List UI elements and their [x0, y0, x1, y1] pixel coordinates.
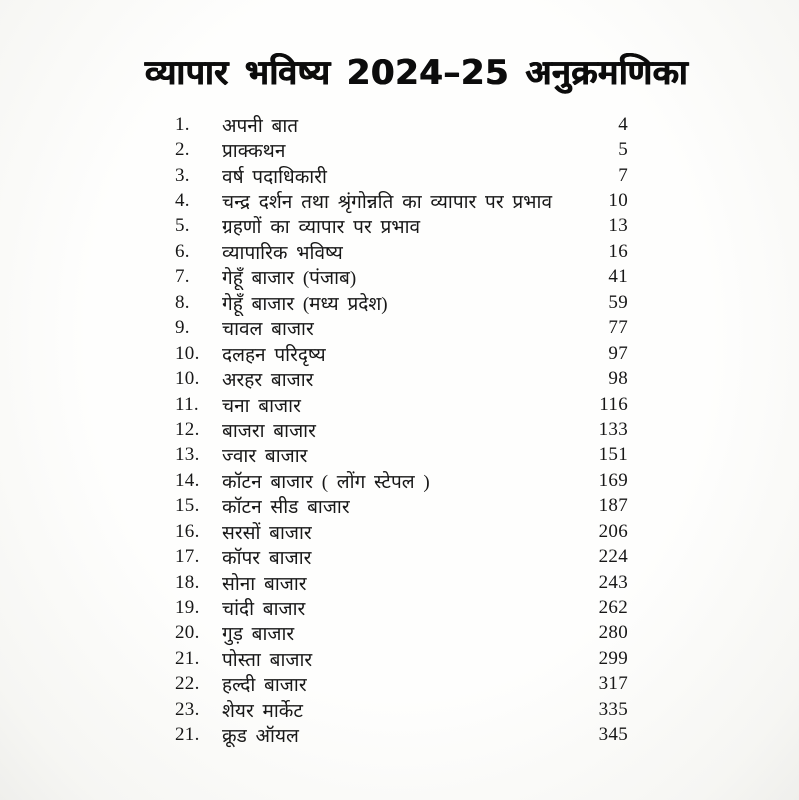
toc-entry-title: चांदी बाजार [222, 599, 306, 621]
toc-entry-title: व्यापारिक भविष्य [222, 242, 343, 264]
toc-entry-title: कॉटन सीड बाजार [222, 497, 350, 519]
toc-list [175, 112, 628, 748]
toc-row [175, 595, 628, 620]
toc-entry-number: 2. [175, 139, 190, 161]
toc-entry-page: 206 [598, 520, 628, 542]
toc-row [175, 468, 628, 493]
toc-entry-title: वर्ष पदाधिकारी [222, 166, 327, 188]
toc-entry-page: 98 [608, 368, 628, 390]
toc-row [175, 316, 628, 341]
toc-entry-title: गेहूँ बाजार (मध्य प्रदेश) [222, 293, 388, 315]
toc-entry-page: 262 [598, 597, 628, 619]
toc-entry-number: 20. [175, 622, 200, 644]
toc-entry-number: 10. [175, 342, 200, 364]
toc-entry-title: कॉपर बाजार [222, 548, 312, 570]
toc-entry-page: 7 [618, 164, 628, 186]
toc-entry-page: 4 [618, 113, 628, 135]
toc-entry-title: चना बाजार [222, 395, 301, 417]
toc-row [175, 544, 628, 569]
toc-row [175, 214, 628, 239]
toc-entry-number: 16. [175, 520, 200, 542]
toc-entry-page: 77 [608, 317, 628, 339]
toc-entry-number: 17. [175, 546, 200, 568]
toc-entry-page: 280 [598, 622, 628, 644]
toc-entry-number: 3. [175, 164, 190, 186]
toc-entry-title: सरसों बाजार [222, 522, 312, 544]
toc-entry-page: 116 [599, 393, 628, 415]
toc-entry-title: चन्द्र दर्शन तथा श्रृंगोन्नति का व्यापार पर प्रभाव [222, 192, 553, 214]
toc-row [175, 112, 628, 137]
toc-entry-title: हल्दी बाजार [222, 675, 307, 697]
toc-row [175, 697, 628, 722]
toc-entry-title: गुड़ बाजार [222, 624, 295, 646]
toc-entry-number: 6. [175, 240, 190, 262]
toc-entry-number: 5. [175, 215, 190, 237]
toc-row [175, 570, 628, 595]
toc-entry-page: 41 [608, 266, 628, 288]
toc-entry-number: 14. [175, 469, 200, 491]
toc-entry-number: 21. [175, 724, 200, 746]
toc-row [175, 341, 628, 366]
toc-entry-number: 13. [175, 444, 200, 466]
toc-entry-page: 224 [598, 546, 628, 568]
toc-row [175, 239, 628, 264]
toc-entry-page: 97 [608, 342, 628, 364]
toc-row [175, 646, 628, 671]
toc-row [175, 188, 628, 213]
toc-entry-number: 4. [175, 190, 190, 212]
toc-entry-title: पोस्ता बाजार [222, 649, 313, 671]
toc-entry-title: ज्वार बाजार [222, 446, 308, 468]
toc-entry-page: 169 [598, 469, 628, 491]
toc-entry-title: क्रूड ऑयल [222, 726, 299, 748]
toc-entry-title: चावल बाजार [222, 319, 314, 341]
toc-entry-page: 59 [608, 291, 628, 313]
toc-entry-page: 5 [618, 139, 628, 161]
toc-entry-page: 151 [598, 444, 628, 466]
toc-entry-title: ग्रहणों का व्यापार पर प्रभाव [222, 217, 421, 239]
toc-entry-page: 299 [598, 647, 628, 669]
toc-row [175, 137, 628, 162]
toc-entry-number: 15. [175, 495, 200, 517]
toc-entry-title: शेयर मार्केट [222, 700, 303, 722]
toc-entry-number: 23. [175, 698, 200, 720]
toc-row [175, 672, 628, 697]
toc-row [175, 366, 628, 391]
toc-entry-number: 1. [175, 113, 190, 135]
toc-entry-page: 10 [608, 190, 628, 212]
toc-entry-title: गेहूँ बाजार (पंजाब) [222, 268, 357, 290]
toc-entry-title: प्राक्कथन [222, 141, 286, 163]
toc-entry-page: 13 [608, 215, 628, 237]
toc-entry-number: 9. [175, 317, 190, 339]
toc-row [175, 723, 628, 748]
toc-row [175, 494, 628, 519]
toc-entry-title: अरहर बाजार [222, 370, 314, 392]
toc-entry-page: 16 [608, 240, 628, 262]
toc-entry-number: 19. [175, 597, 200, 619]
toc-row [175, 443, 628, 468]
toc-entry-number: 7. [175, 266, 190, 288]
toc-entry-number: 12. [175, 418, 200, 440]
toc-entry-number: 10. [175, 368, 200, 390]
toc-entry-title: बाजरा बाजार [222, 420, 316, 442]
toc-entry-number: 11. [175, 393, 199, 415]
toc-entry-title: अपनी बात [222, 115, 299, 137]
toc-entry-number: 18. [175, 571, 200, 593]
toc-entry-number: 8. [175, 291, 190, 313]
toc-entry-number: 21. [175, 647, 200, 669]
toc-entry-page: 345 [598, 724, 628, 746]
toc-entry-page: 317 [598, 673, 628, 695]
toc-row [175, 163, 628, 188]
toc-row [175, 519, 628, 544]
toc-entry-page: 243 [598, 571, 628, 593]
toc-row [175, 417, 628, 442]
toc-row [175, 265, 628, 290]
toc-entry-page: 187 [598, 495, 628, 517]
page-title: व्यापार भविष्य 2024–25 अनुक्रमणिका [144, 53, 689, 93]
toc-entry-title: दलहन परिदृष्य [222, 344, 326, 366]
toc-row [175, 290, 628, 315]
toc-entry-title: सोना बाजार [222, 573, 307, 595]
toc-entry-number: 22. [175, 673, 200, 695]
toc-entry-page: 133 [598, 418, 628, 440]
toc-entry-title: कॉटन बाजार ( लोंग स्टेपल ) [222, 471, 430, 493]
toc-row [175, 392, 628, 417]
toc-row [175, 621, 628, 646]
toc-entry-page: 335 [598, 698, 628, 720]
